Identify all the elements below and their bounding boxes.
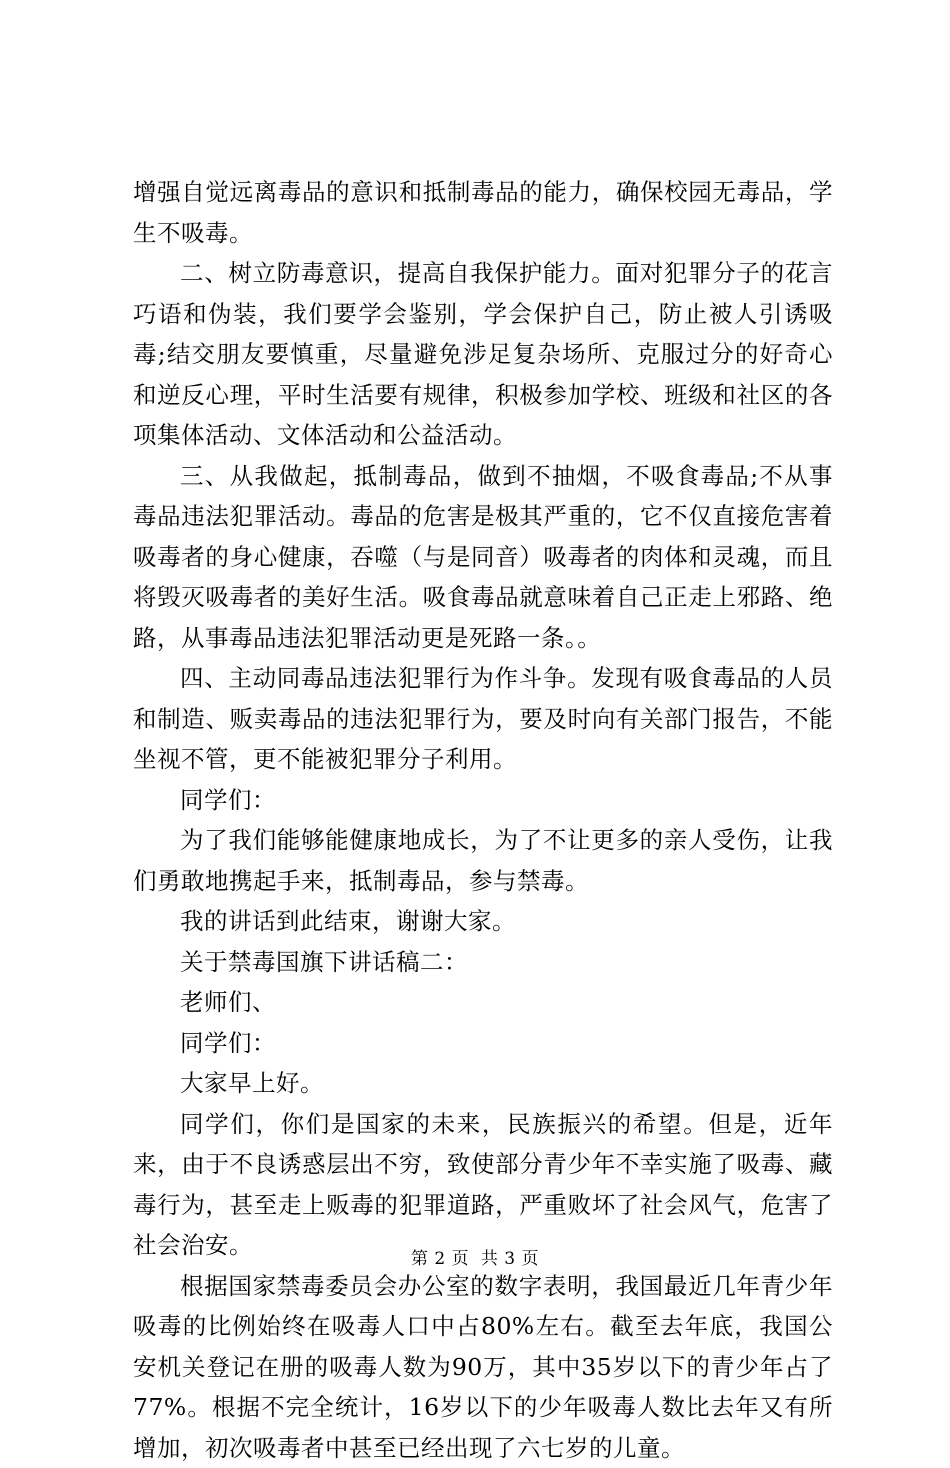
- paragraph-6: 为了我们能够能健康地成长，为了不让更多的亲人受伤，让我们勇敢地携起手来，抵制毒品，参与禁毒。: [133, 820, 833, 901]
- paragraph-13: 根据国家禁毒委员会办公室的数字表明，我国最近几年青少年吸毒的比例始终在吸毒人口中占80%左右。截至去年底，我国公安机关登记在册的吸毒人数为90万，其中35岁以下的青少年占了77%。根据不完全统计，16岁以下的少年吸毒人数比去年又有所增加，初次吸毒者中甚至已经出现了六七岁的儿童。: [133, 1266, 833, 1468]
- paragraph-3: 三、从我做起，抵制毒品，做到不抽烟，不吸食毒品;不从事毒品违法犯罪活动。毒品的危害是极其严重的，它不仅直接危害着吸毒者的身心健康，吞噬（与是同音）吸毒者的肉体和灵魂，而且将毁灭吸毒者的美好生活。吸食毒品就意味着自己正走上邪路、绝路，从事毒品违法犯罪活动更是死路一条。。: [133, 456, 833, 659]
- paragraph-10: 同学们：: [133, 1023, 833, 1064]
- paragraph-11: 大家早上好。: [133, 1063, 833, 1104]
- paragraph-2: 二、树立防毒意识，提高自我保护能力。面对犯罪分子的花言巧语和伪装，我们要学会鉴别，学会保护自己，防止被人引诱吸毒;结交朋友要慎重，尽量避免涉足复杂场所、克服过分的好奇心和逆反心理，平时生活要有规律，积极参加学校、班级和社区的各项集体活动、文体活动和公益活动。: [133, 253, 833, 456]
- paragraph-5: 同学们：: [133, 780, 833, 821]
- paragraph-7: 我的讲话到此结束，谢谢大家。: [133, 901, 833, 942]
- page-number-footer: 第 2 页 共 3 页: [0, 1244, 950, 1269]
- paragraph-9: 老师们、: [133, 982, 833, 1023]
- paragraph-8: 关于禁毒国旗下讲话稿二：: [133, 942, 833, 983]
- document-body: [133, 172, 833, 1468]
- paragraph-1: 增强自觉远离毒品的意识和抵制毒品的能力，确保校园无毒品，学生不吸毒。: [133, 172, 833, 253]
- paragraph-4: 四、主动同毒品违法犯罪行为作斗争。发现有吸食毒品的人员和制造、贩卖毒品的违法犯罪行为，要及时向有关部门报告，不能坐视不管，更不能被犯罪分子利用。: [133, 658, 833, 780]
- paragraph-12: 同学们，你们是国家的未来，民族振兴的希望。但是，近年来，由于不良诱惑层出不穷，致使部分青少年不幸实施了吸毒、藏毒行为，甚至走上贩毒的犯罪道路，严重败坏了社会风气，危害了社会治安。: [133, 1104, 833, 1266]
